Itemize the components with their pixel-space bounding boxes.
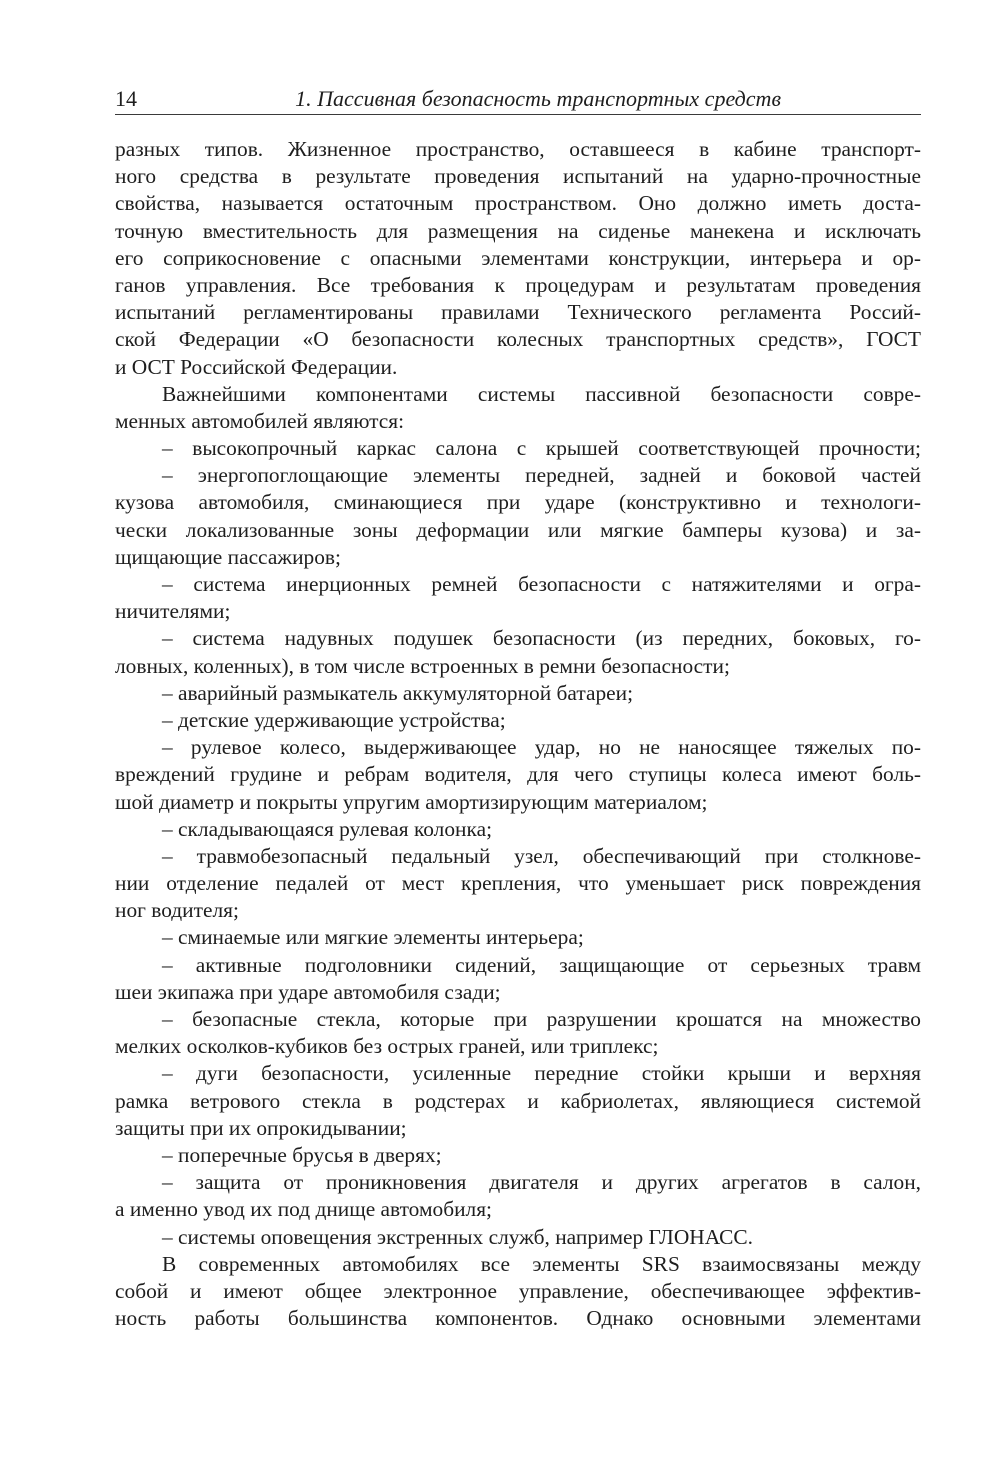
text-line: – детские удерживающие устройства; <box>162 707 506 732</box>
text-line: менных автомобилей являются: <box>115 408 405 433</box>
text-line: а именно увод их под днище автомобиля; <box>115 1197 492 1222</box>
text-line: – сминаемые или мягкие элементы интерьера; <box>162 925 584 950</box>
text-line: – система надувных подушек безопасности (из передних, боковых, го- <box>162 626 921 651</box>
text-line: шеи экипажа при ударе автомобиля сзади; <box>115 979 501 1004</box>
text-line: собой и имеют общее электронное управление, обеспечивающее эффектив- <box>115 1278 921 1303</box>
chapter-title: 1. Пассивная безопасность транспортных средств <box>295 86 781 111</box>
text-line: кузова автомобиля, сминающиеся при ударе (конструктивно и технологи- <box>115 490 921 515</box>
text-line: свойства, называется остаточным пространством. Оно должно иметь доста- <box>115 191 921 216</box>
text-line: мелких осколков-кубиков без острых граней, или триплекс; <box>115 1034 659 1059</box>
text-line: – аварийный размыкатель аккумуляторной батареи; <box>162 680 634 705</box>
text-line: Важнейшими компонентами системы пассивной безопасности совре- <box>162 381 921 406</box>
text-line: ской Федерации «О безопасности колесных транспортных средств», ГОСТ <box>115 327 921 352</box>
text-line: шой диаметр и покрыты упругим амортизирующим материалом; <box>115 789 708 814</box>
text-line: – энергопоглощающие элементы передней, задней и боковой частей <box>162 463 921 488</box>
text-line: нии отделение педалей от мест крепления, что уменьшает риск повреждения <box>115 871 921 896</box>
text-line: ног водителя; <box>115 898 239 923</box>
text-line: – безопасные стекла, которые при разрушении крошатся на множество <box>162 1007 921 1031</box>
text-line: защиты при их опрокидывании; <box>115 1115 407 1140</box>
text-line: чески локализованные зоны деформации или мягкие бамперы кузова) и за- <box>115 517 921 542</box>
body-text <box>115 136 921 1332</box>
text-line: ловных, коленных), в том числе встроенных в ремни безопасности; <box>115 653 730 678</box>
text-line: и ОСТ Российской Федерации. <box>115 354 398 379</box>
text-line: ность работы большинства компонентов. Однако основными элементами <box>115 1306 921 1331</box>
text-line: – дуги безопасности, усиленные передние стойки крыши и верхняя <box>162 1061 921 1086</box>
text-line: вреждений грудине и ребрам водителя, для чего ступицы колеса имеют боль- <box>115 762 921 787</box>
text-line: – поперечные брусья в дверях; <box>162 1142 442 1167</box>
text-line: его соприкосновение с опасными элементами конструкции, интерьера и ор- <box>115 245 921 270</box>
text-line: рамка ветрового стекла в родстерах и кабриолетах, являющиеся системой <box>115 1088 921 1113</box>
text-line: разных типов. Жизненное пространство, оставшееся в кабине транспорт- <box>115 137 921 161</box>
text-line: – системы оповещения экстренных служб, например ГЛОНАСС. <box>162 1224 753 1249</box>
text-line: – высокопрочный каркас салона с крышей соответствующей прочности; <box>162 436 921 461</box>
text-line: щищающие пассажиров; <box>115 544 341 569</box>
text-line: ного средства в результате проведения испытаний на ударно-прочностные <box>115 164 921 189</box>
text-line: – система инерционных ремней безопасности с натяжителями и огра- <box>162 572 921 596</box>
text-line: – активные подголовники сидений, защищающие от серьезных травм <box>162 952 921 977</box>
text-line: – рулевое колесо, выдерживающее удар, но не наносящее тяжелых по- <box>162 735 921 760</box>
text-line: – защита от проникновения двигателя и других агрегатов в салон, <box>162 1170 921 1195</box>
page-number: 14 <box>115 86 137 111</box>
text-line: ничителями; <box>115 599 231 624</box>
text-line: точную вместительность для размещения на сиденье манекена и исключать <box>115 218 921 243</box>
text-line: – травмобезопасный педальный узел, обеспечивающий при столкнове- <box>162 843 921 868</box>
text-line: – складывающаяся рулевая колонка; <box>162 816 493 841</box>
text-line: В современных автомобилях все элементы SRS взаимосвязаны между <box>162 1251 921 1276</box>
running-head <box>115 84 921 115</box>
text-line: ганов управления. Все требования к процедурам и результатам проведения <box>115 272 921 297</box>
text-line: испытаний регламентированы правилами Технического регламента Россий- <box>115 300 921 325</box>
